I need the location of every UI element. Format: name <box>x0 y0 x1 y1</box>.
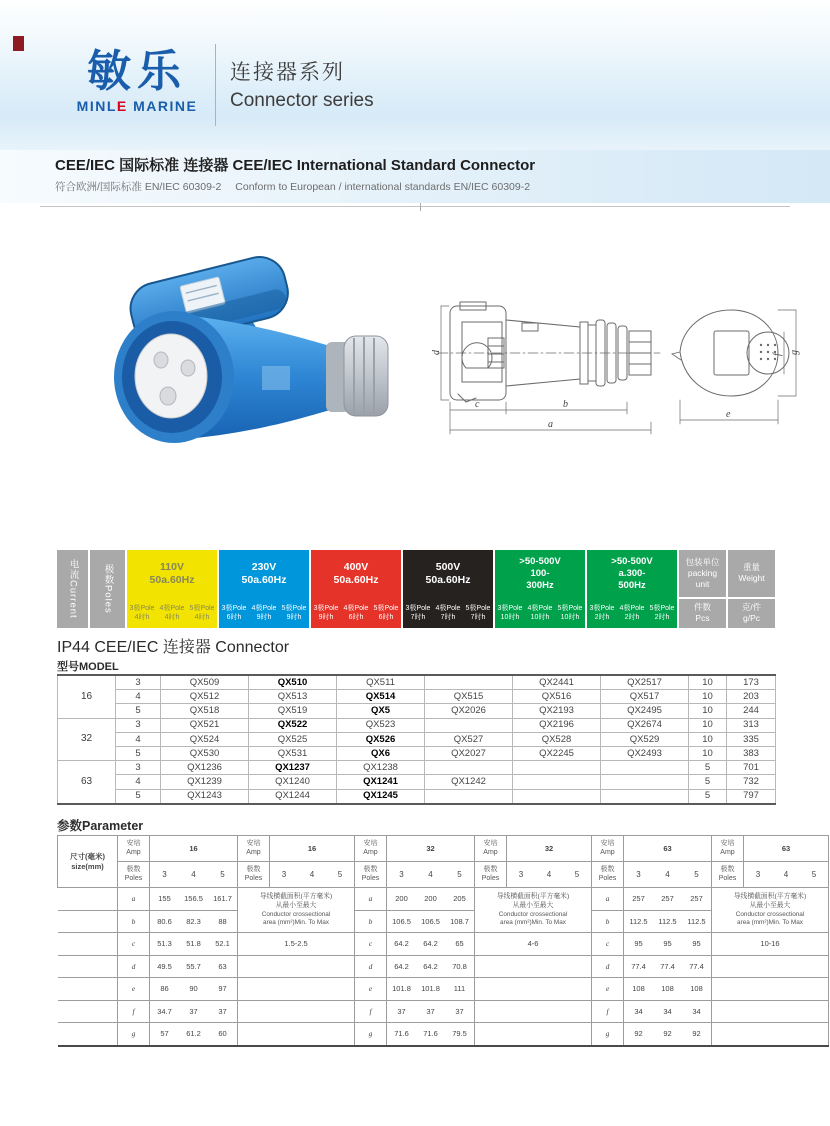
poles-label: 极数 Poles <box>118 862 150 888</box>
model-cell <box>513 775 601 789</box>
model-cell: QX2495 <box>601 704 689 718</box>
amp-value: 32 <box>387 836 475 862</box>
model-section-subtitle: 型号MODEL <box>57 661 119 673</box>
dim-letter: a <box>118 888 150 911</box>
voltage-column-110v <box>127 550 219 628</box>
dim-letter: e <box>355 978 387 1001</box>
amp-value: 63 <box>744 836 829 862</box>
model-cell: QX2674 <box>601 718 689 732</box>
packing-unit-label: 包装单位 packing unit <box>685 556 720 589</box>
model-cell: QX1244 <box>249 789 337 804</box>
size-spacer <box>58 978 118 1001</box>
dim-letter: f <box>118 1000 150 1023</box>
pole-cell: 5极Pole 9时h <box>281 604 307 621</box>
values-cell: 51.3 51.8 52.1 <box>150 933 238 956</box>
values-cell: 57 61.2 60 <box>150 1023 238 1046</box>
empty-cell <box>475 955 592 978</box>
empty-cell <box>712 1000 829 1023</box>
pole-cell: 3极Pole 2时h <box>589 604 615 621</box>
conductor-range: 4-6 <box>475 933 592 956</box>
spec-band <box>57 550 775 628</box>
model-cell <box>601 761 689 775</box>
pcs-cell: 10 <box>689 732 727 746</box>
empty-cell <box>475 978 592 1001</box>
model-cell <box>425 718 513 732</box>
model-cell: QX514 <box>337 690 425 704</box>
model-cell: QX521 <box>161 718 249 732</box>
values-cell: 3 4 5 <box>507 862 592 888</box>
size-spacer <box>58 1023 118 1046</box>
dim-letter: g <box>118 1023 150 1046</box>
conductor-note: 导线横截面积(平方毫米) 从最小至最大 Conductor crossectional area (mm²)Min. To Max <box>238 888 355 933</box>
pole-cell: 3极Pole 9时h <box>313 604 339 621</box>
pole-cell: 5极Pole 6时h <box>373 604 399 621</box>
poles-subrow <box>311 598 401 628</box>
poles-label: 极数 Poles <box>592 862 624 888</box>
model-table <box>57 674 776 805</box>
values-cell: 101.8 101.8 111 <box>387 978 475 1001</box>
weight-cell: 203 <box>727 690 776 704</box>
dim-label-g: g <box>789 350 800 355</box>
pcs-cell: 5 <box>689 789 727 804</box>
values-cell: 257 257 257 <box>624 888 712 911</box>
amp-value: 16 <box>150 836 238 862</box>
dim-letter: c <box>118 933 150 956</box>
voltage-column-hf-300-500 <box>587 550 679 628</box>
pole-cell: 4极Pole 10时h <box>527 604 553 621</box>
empty-cell <box>712 978 829 1001</box>
conductor-note: 导线横截面积(平方毫米) 从最小至最大 Conductor crossectional area (mm²)Min. To Max <box>475 888 592 933</box>
pcs-cell: 10 <box>689 746 727 760</box>
values-cell: 3 4 5 <box>270 862 355 888</box>
dim-letter: e <box>118 978 150 1001</box>
model-cell: QX512 <box>161 690 249 704</box>
pole-cell: 5极Pole 7时h <box>465 604 491 621</box>
values-cell: 92 92 92 <box>624 1023 712 1046</box>
model-cell: QX529 <box>601 732 689 746</box>
model-cell <box>601 775 689 789</box>
model-cell: QX509 <box>161 675 249 690</box>
model-cell: QX517 <box>601 690 689 704</box>
poles-label: 极数 Poles <box>238 862 270 888</box>
dim-letter: e <box>592 978 624 1001</box>
size-spacer <box>58 933 118 956</box>
header-divider <box>215 44 216 126</box>
model-cell: QX513 <box>249 690 337 704</box>
empty-cell <box>238 1023 355 1046</box>
series-title-zh: 连接器系列 <box>230 61 345 84</box>
model-cell: QX522 <box>249 718 337 732</box>
voltage-header: 400V 50a.60Hz <box>333 560 379 586</box>
pole-cell: 4极Pole 9时h <box>251 604 277 621</box>
conductor-range: 1.5-2.5 <box>238 933 355 956</box>
pole-cell: 4极Pole 4时h <box>159 604 185 621</box>
amp-label: 安培 Amp <box>712 836 744 862</box>
amp-label: 安培 Amp <box>238 836 270 862</box>
dim-letter: d <box>355 955 387 978</box>
values-cell: 37 37 37 <box>387 1000 475 1023</box>
model-cell: QX523 <box>337 718 425 732</box>
current-cell: 16 <box>58 675 116 718</box>
poles-subrow <box>403 598 493 628</box>
amp-value: 32 <box>507 836 592 862</box>
model-cell <box>513 761 601 775</box>
voltage-column-400v <box>311 550 403 628</box>
model-cell: QX530 <box>161 746 249 760</box>
values-cell: 112.5 112.5 112.5 <box>624 910 712 933</box>
size-header: 尺寸(毫米) size(mm) <box>58 836 118 888</box>
pole-cell: 3极Pole 7时h <box>405 604 431 621</box>
model-cell: QX2196 <box>513 718 601 732</box>
model-cell <box>425 761 513 775</box>
dim-label-b: b <box>563 399 568 410</box>
logo-chinese: 敏乐 <box>87 47 187 96</box>
model-cell <box>425 675 513 690</box>
conductor-note: 导线横截面积(平方毫米) 从最小至最大 Conductor crossectional area (mm²)Min. To Max <box>712 888 829 933</box>
dim-letter: g <box>355 1023 387 1046</box>
pole-cell: 5极Pole 4时h <box>189 604 215 621</box>
values-cell: 3 4 5 <box>624 862 712 888</box>
model-cell: QX1238 <box>337 761 425 775</box>
model-cell: QX519 <box>249 704 337 718</box>
dim-letter: b <box>592 910 624 933</box>
dim-letter: b <box>355 910 387 933</box>
amp-label: 安培 Amp <box>118 836 150 862</box>
poles-subrow <box>495 598 585 628</box>
weight-cell: 173 <box>727 675 776 690</box>
poles-cell: 4 <box>116 732 161 746</box>
model-cell: QX2193 <box>513 704 601 718</box>
poles-label: 极数 Poles <box>712 862 744 888</box>
pole-cell: 5极Pole 10时h <box>557 604 583 621</box>
poles-label: 极数 Poles <box>475 862 507 888</box>
poles-cell: 3 <box>116 761 161 775</box>
model-cell: QX526 <box>337 732 425 746</box>
dim-label-e: e <box>726 409 731 420</box>
values-cell: 77.4 77.4 77.4 <box>624 955 712 978</box>
empty-cell <box>238 1000 355 1023</box>
values-cell: 108 108 108 <box>624 978 712 1001</box>
model-cell: QX524 <box>161 732 249 746</box>
empty-cell <box>238 978 355 1001</box>
front-view-outline <box>680 310 778 396</box>
dim-label-d: d <box>431 350 442 355</box>
dim-label-f: f <box>772 353 783 356</box>
weight-cell: 335 <box>727 732 776 746</box>
dim-letter: c <box>592 933 624 956</box>
amp-value: 16 <box>270 836 355 862</box>
pcs-cell: 10 <box>689 704 727 718</box>
values-cell: 3 4 5 <box>387 862 475 888</box>
logo-red-letter: E <box>116 98 128 115</box>
weight-cell: 701 <box>727 761 776 775</box>
values-cell: 86 90 97 <box>150 978 238 1001</box>
parameter-table <box>57 835 829 1047</box>
model-cell: QX1239 <box>161 775 249 789</box>
model-cell: QX518 <box>161 704 249 718</box>
pcs-cell: 5 <box>689 761 727 775</box>
size-spacer <box>58 910 118 933</box>
band-packing-column <box>679 550 728 628</box>
values-cell: 80.6 82.3 88 <box>150 910 238 933</box>
size-spacer <box>58 1000 118 1023</box>
pcs-cell: 10 <box>689 718 727 732</box>
model-cell <box>425 789 513 804</box>
model-cell: QX511 <box>337 675 425 690</box>
pcs-cell: 5 <box>689 775 727 789</box>
weight-cell: 732 <box>727 775 776 789</box>
dim-letter: d <box>118 955 150 978</box>
model-cell: QX1242 <box>425 775 513 789</box>
poles-cell: 5 <box>116 704 161 718</box>
pcs-label: 件数 Pcs <box>679 597 726 628</box>
poles-label: 极数 Poles <box>355 862 387 888</box>
pole-cell: 4极Pole 7时h <box>435 604 461 621</box>
poles-cell: 4 <box>116 690 161 704</box>
model-cell: QX531 <box>249 746 337 760</box>
voltage-column-hf-100-300 <box>495 550 587 628</box>
dim-letter: b <box>118 910 150 933</box>
values-cell: 95 95 95 <box>624 933 712 956</box>
values-cell: 3 4 5 <box>744 862 829 888</box>
spec-band-columns <box>127 550 679 628</box>
values-cell: 34.7 37 37 <box>150 1000 238 1023</box>
model-section-title: IP44 CEE/IEC 连接器 Connector <box>57 639 290 656</box>
page-subtitle: 符合欧洲/国际标准 EN/IEC 60309-2 Conform to European / international standards EN/IEC 60309-2 <box>55 181 531 193</box>
weight-cell: 244 <box>727 704 776 718</box>
model-cell: QX2245 <box>513 746 601 760</box>
model-cell: QX515 <box>425 690 513 704</box>
param-section-title: 参数Parameter <box>57 819 144 833</box>
model-cell: QX527 <box>425 732 513 746</box>
weight-cell: 383 <box>727 746 776 760</box>
model-cell <box>601 789 689 804</box>
model-cell: QX1236 <box>161 761 249 775</box>
model-cell: QX2027 <box>425 746 513 760</box>
empty-cell <box>475 1000 592 1023</box>
values-cell: 71.6 71.6 79.5 <box>387 1023 475 1046</box>
pole-cell: 4极Pole 2时h <box>619 604 645 621</box>
band-weight-column <box>728 550 775 628</box>
values-cell: 64.2 64.2 70.8 <box>387 955 475 978</box>
dim-letter: c <box>355 933 387 956</box>
dim-letter: a <box>592 888 624 911</box>
model-cell: QX1241 <box>337 775 425 789</box>
model-cell: QX1240 <box>249 775 337 789</box>
voltage-header: >50-500V 100- 300Hz <box>519 556 561 591</box>
product-photo <box>58 248 403 466</box>
values-cell: 64.2 64.2 65 <box>387 933 475 956</box>
horizontal-rule <box>40 206 790 207</box>
size-spacer <box>58 955 118 978</box>
amp-value: 63 <box>624 836 712 862</box>
current-cell: 63 <box>58 761 116 804</box>
model-cell: QX516 <box>513 690 601 704</box>
logo-english: MINLE MARINE <box>76 98 198 115</box>
pole-cell: 4极Pole 6时h <box>343 604 369 621</box>
empty-cell <box>475 1023 592 1046</box>
values-cell: 106.5 106.5 108.7 <box>387 910 475 933</box>
values-cell: 49.5 55.7 63 <box>150 955 238 978</box>
voltage-column-500v <box>403 550 495 628</box>
page-title: CEE/IEC 国际标准 连接器 CEE/IEC International Standard Connector <box>55 157 536 174</box>
conductor-range: 10-16 <box>712 933 829 956</box>
model-cell: QX1237 <box>249 761 337 775</box>
values-cell: 155 156.5 161.7 <box>150 888 238 911</box>
band-poles-header: 极数Poles <box>90 550 127 628</box>
pole-cell: 3极Pole 6时h <box>221 604 247 621</box>
brand-logo <box>62 48 212 114</box>
empty-cell <box>712 955 829 978</box>
dim-letter: f <box>355 1000 387 1023</box>
values-cell: 200 200 205 <box>387 888 475 911</box>
pole-cell: 3极Pole 4时h <box>129 604 155 621</box>
model-cell: QX528 <box>513 732 601 746</box>
model-cell: QX525 <box>249 732 337 746</box>
voltage-header: 110V 50a.60Hz <box>149 560 195 586</box>
empty-cell <box>238 955 355 978</box>
pole-cell: 3极Pole 10时h <box>497 604 523 621</box>
poles-subrow <box>587 598 677 628</box>
pole-cell: 5极Pole 2时h <box>649 604 675 621</box>
model-cell: QX5 <box>337 704 425 718</box>
voltage-header: 230V 50a.60Hz <box>241 560 287 586</box>
model-cell: QX2026 <box>425 704 513 718</box>
dimension-drawings <box>428 282 806 450</box>
empty-cell <box>712 1023 829 1046</box>
dim-label-c: c <box>475 399 480 410</box>
size-spacer <box>58 888 118 911</box>
rule-tick <box>420 203 421 211</box>
dim-letter: g <box>592 1023 624 1046</box>
dim-letter: d <box>592 955 624 978</box>
amp-label: 安培 Amp <box>355 836 387 862</box>
poles-cell: 5 <box>116 789 161 804</box>
amp-label: 安培 Amp <box>592 836 624 862</box>
model-cell <box>513 789 601 804</box>
model-cell: QX2493 <box>601 746 689 760</box>
g-per-pc-label: 克/件 g/Pc <box>728 597 775 628</box>
poles-subrow <box>127 598 217 628</box>
band-current-header: 电流Current <box>57 550 90 628</box>
current-cell: 32 <box>58 718 116 761</box>
voltage-header: 500V 50a.60Hz <box>425 560 471 586</box>
values-cell: 3 4 5 <box>150 862 238 888</box>
pcs-cell: 10 <box>689 690 727 704</box>
series-title <box>230 56 374 112</box>
series-title-en: Connector series <box>230 90 374 111</box>
page-edge-accent <box>13 36 24 51</box>
dim-letter: a <box>355 888 387 911</box>
model-cell: QX2441 <box>513 675 601 690</box>
dim-label-a: a <box>548 419 553 430</box>
weight-label: 重量 Weight <box>738 562 765 584</box>
amp-label: 安培 Amp <box>475 836 507 862</box>
model-cell: QX1243 <box>161 789 249 804</box>
poles-cell: 5 <box>116 746 161 760</box>
pcs-cell: 10 <box>689 675 727 690</box>
model-cell: QX2517 <box>601 675 689 690</box>
dim-letter: f <box>592 1000 624 1023</box>
poles-cell: 3 <box>116 675 161 690</box>
model-cell: QX6 <box>337 746 425 760</box>
values-cell: 34 34 34 <box>624 1000 712 1023</box>
voltage-column-230v <box>219 550 311 628</box>
model-cell: QX1245 <box>337 789 425 804</box>
voltage-header: >50-500V a.300- 500Hz <box>611 556 653 591</box>
model-cell: QX510 <box>249 675 337 690</box>
poles-cell: 4 <box>116 775 161 789</box>
poles-subrow <box>219 598 309 628</box>
weight-cell: 313 <box>727 718 776 732</box>
poles-cell: 3 <box>116 718 161 732</box>
weight-cell: 797 <box>727 789 776 804</box>
